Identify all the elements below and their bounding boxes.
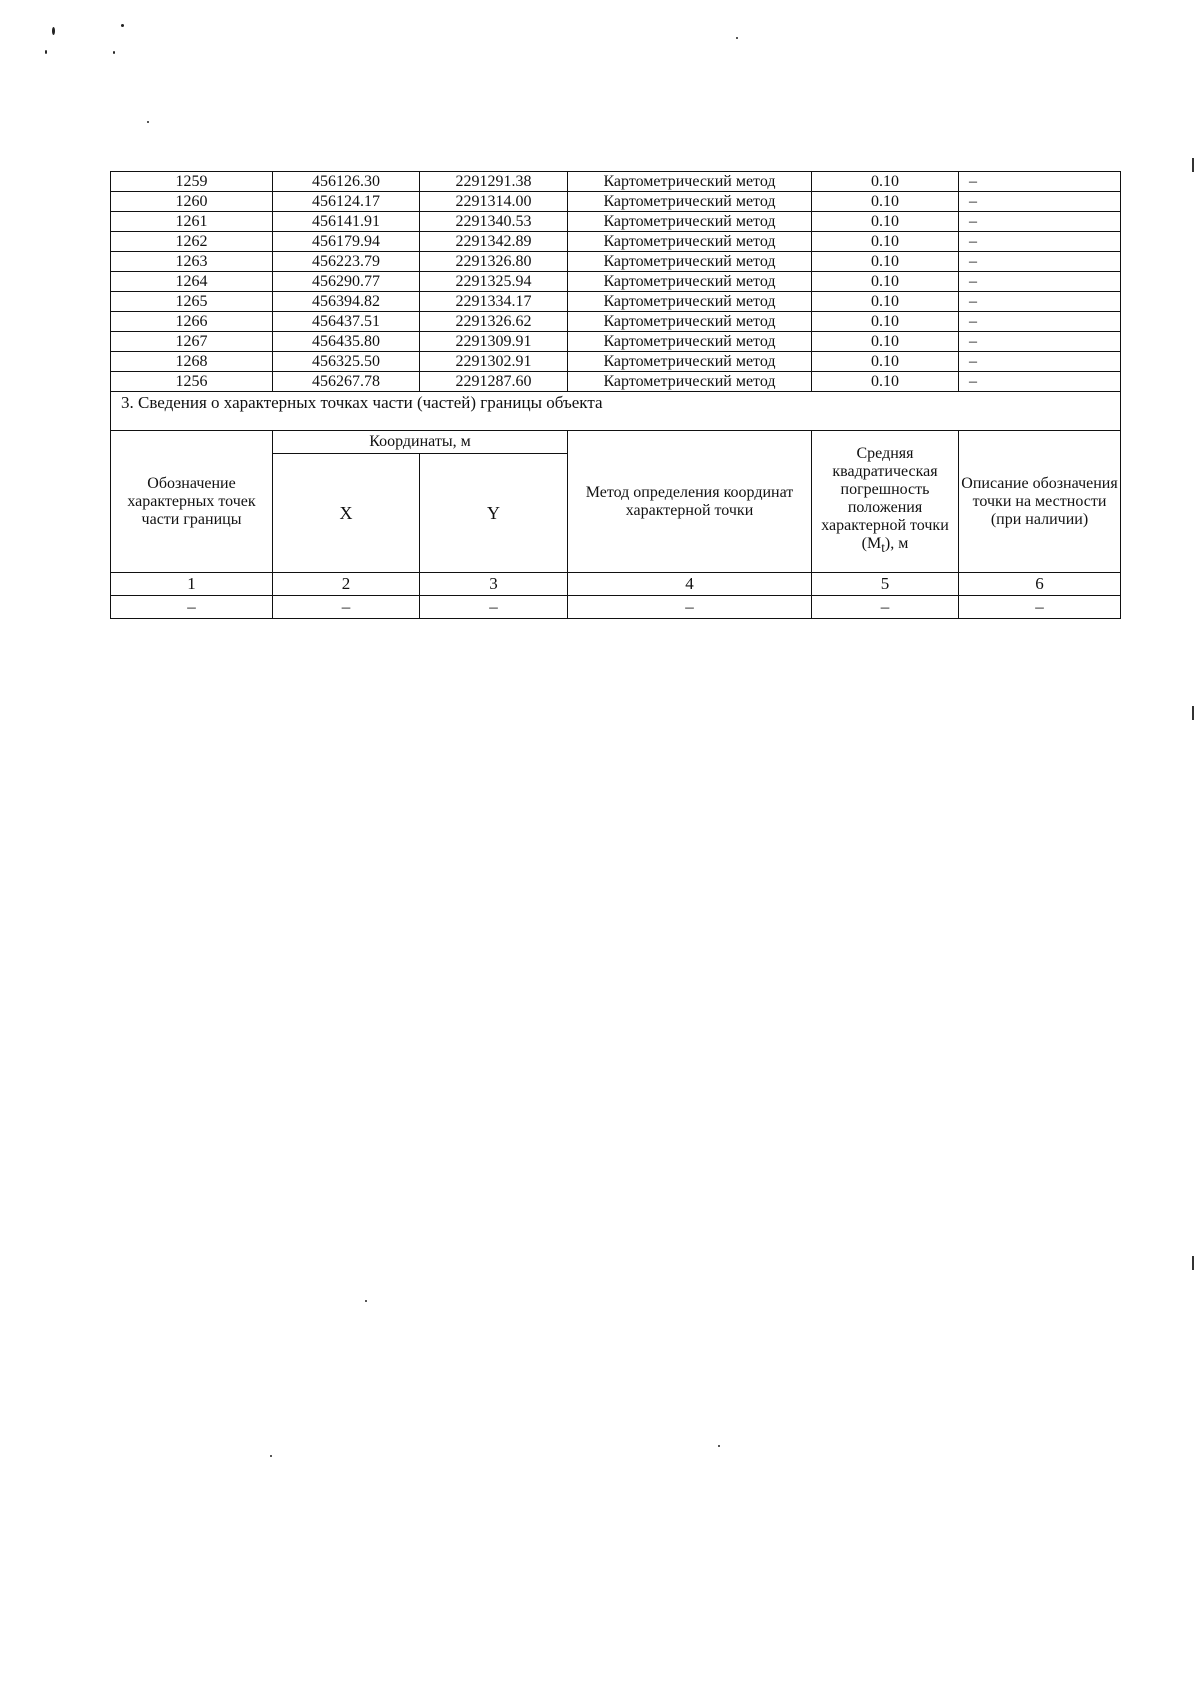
header-description: Описание обозначения точки на местности (при наличии) (959, 431, 1121, 573)
table-row (111, 596, 1121, 619)
header-accuracy-tail: ), м (884, 535, 909, 553)
point-y: 2291302.91 (420, 352, 568, 372)
point-id: 1259 (111, 172, 273, 192)
header-accuracy (812, 431, 959, 573)
point-id: 1263 (111, 252, 273, 272)
column-number: 1 (111, 573, 273, 596)
point-y: 2291291.38 (420, 172, 568, 192)
point-method: Картометрический метод (568, 212, 812, 232)
column-number: 2 (273, 573, 420, 596)
point-accuracy: 0.10 (812, 312, 959, 332)
point-x: 456435.80 (273, 332, 420, 352)
point-y: 2291326.80 (420, 252, 568, 272)
empty-cell: – (420, 596, 568, 619)
point-method: Картометрический метод (568, 192, 812, 212)
point-x: 456325.50 (273, 352, 420, 372)
point-x: 456124.17 (273, 192, 420, 212)
column-number: 3 (420, 573, 568, 596)
table-row (111, 272, 1121, 292)
point-y: 2291314.00 (420, 192, 568, 212)
point-description: – (959, 252, 1121, 272)
column-number: 5 (812, 573, 959, 596)
point-x: 456267.78 (273, 372, 420, 392)
column-number-row (111, 573, 1121, 596)
point-accuracy: 0.10 (812, 252, 959, 272)
section-3-title: 3. Сведения о характерных точках части (частей) границы объекта (111, 392, 1121, 431)
table-row (111, 292, 1121, 312)
point-method: Картометрический метод (568, 252, 812, 272)
point-y: 2291342.89 (420, 232, 568, 252)
point-method: Картометрический метод (568, 372, 812, 392)
table-row (111, 212, 1121, 232)
empty-cell: – (568, 596, 812, 619)
point-x: 456290.77 (273, 272, 420, 292)
point-description: – (959, 272, 1121, 292)
point-accuracy: 0.10 (812, 332, 959, 352)
point-y: 2291340.53 (420, 212, 568, 232)
section-3-title-row (111, 392, 1121, 431)
scan-edge-mark (1192, 706, 1194, 720)
point-description: – (959, 212, 1121, 232)
point-accuracy: 0.10 (812, 292, 959, 312)
point-method: Картометрический метод (568, 332, 812, 352)
boundary-points-table (110, 171, 1121, 619)
empty-cell: – (812, 596, 959, 619)
table-row (111, 332, 1121, 352)
point-accuracy: 0.10 (812, 372, 959, 392)
point-x: 456394.82 (273, 292, 420, 312)
point-id: 1256 (111, 372, 273, 392)
header-method: Метод определения координат характерной точки (568, 431, 812, 573)
header-accuracy-text: Средняя квадратическая погрешность положения характерной точки (M (821, 445, 949, 553)
point-description: – (959, 232, 1121, 252)
point-id: 1266 (111, 312, 273, 332)
point-accuracy: 0.10 (812, 172, 959, 192)
point-y: 2291287.60 (420, 372, 568, 392)
point-id: 1268 (111, 352, 273, 372)
table-row (111, 172, 1121, 192)
point-x: 456437.51 (273, 312, 420, 332)
point-x: 456126.30 (273, 172, 420, 192)
point-description: – (959, 172, 1121, 192)
point-description: – (959, 292, 1121, 312)
header-y: Y (420, 454, 568, 573)
point-method: Картометрический метод (568, 352, 812, 372)
table-row (111, 252, 1121, 272)
header-designation: Обозначение характерных точек части границы (111, 431, 273, 573)
point-id: 1262 (111, 232, 273, 252)
column-number: 4 (568, 573, 812, 596)
empty-cell: – (273, 596, 420, 619)
point-description: – (959, 332, 1121, 352)
point-id: 1260 (111, 192, 273, 212)
point-y: 2291334.17 (420, 292, 568, 312)
point-method: Картометрический метод (568, 172, 812, 192)
point-x: 456223.79 (273, 252, 420, 272)
point-accuracy: 0.10 (812, 192, 959, 212)
point-method: Картометрический метод (568, 272, 812, 292)
point-accuracy: 0.10 (812, 272, 959, 292)
header-x: X (273, 454, 420, 573)
point-y: 2291325.94 (420, 272, 568, 292)
empty-cell: – (111, 596, 273, 619)
point-id: 1267 (111, 332, 273, 352)
section-3-header-row (111, 431, 1121, 454)
point-accuracy: 0.10 (812, 212, 959, 232)
point-description: – (959, 372, 1121, 392)
point-method: Картометрический метод (568, 232, 812, 252)
table-row (111, 192, 1121, 212)
point-x: 456141.91 (273, 212, 420, 232)
point-description: – (959, 352, 1121, 372)
point-description: – (959, 312, 1121, 332)
point-id: 1261 (111, 212, 273, 232)
point-id: 1265 (111, 292, 273, 312)
table-row (111, 372, 1121, 392)
table-row (111, 232, 1121, 252)
empty-cell: – (959, 596, 1121, 619)
column-number: 6 (959, 573, 1121, 596)
point-accuracy: 0.10 (812, 352, 959, 372)
header-coordinates: Координаты, м (273, 431, 568, 454)
table-row (111, 312, 1121, 332)
scan-edge-mark (1192, 158, 1194, 172)
point-method: Картометрический метод (568, 292, 812, 312)
header-accuracy-subscript: t (881, 540, 885, 556)
point-accuracy: 0.10 (812, 232, 959, 252)
point-id: 1264 (111, 272, 273, 292)
point-x: 456179.94 (273, 232, 420, 252)
point-y: 2291309.91 (420, 332, 568, 352)
point-y: 2291326.62 (420, 312, 568, 332)
table-row (111, 352, 1121, 372)
point-method: Картометрический метод (568, 312, 812, 332)
point-description: – (959, 192, 1121, 212)
scan-edge-mark (1192, 1256, 1194, 1270)
